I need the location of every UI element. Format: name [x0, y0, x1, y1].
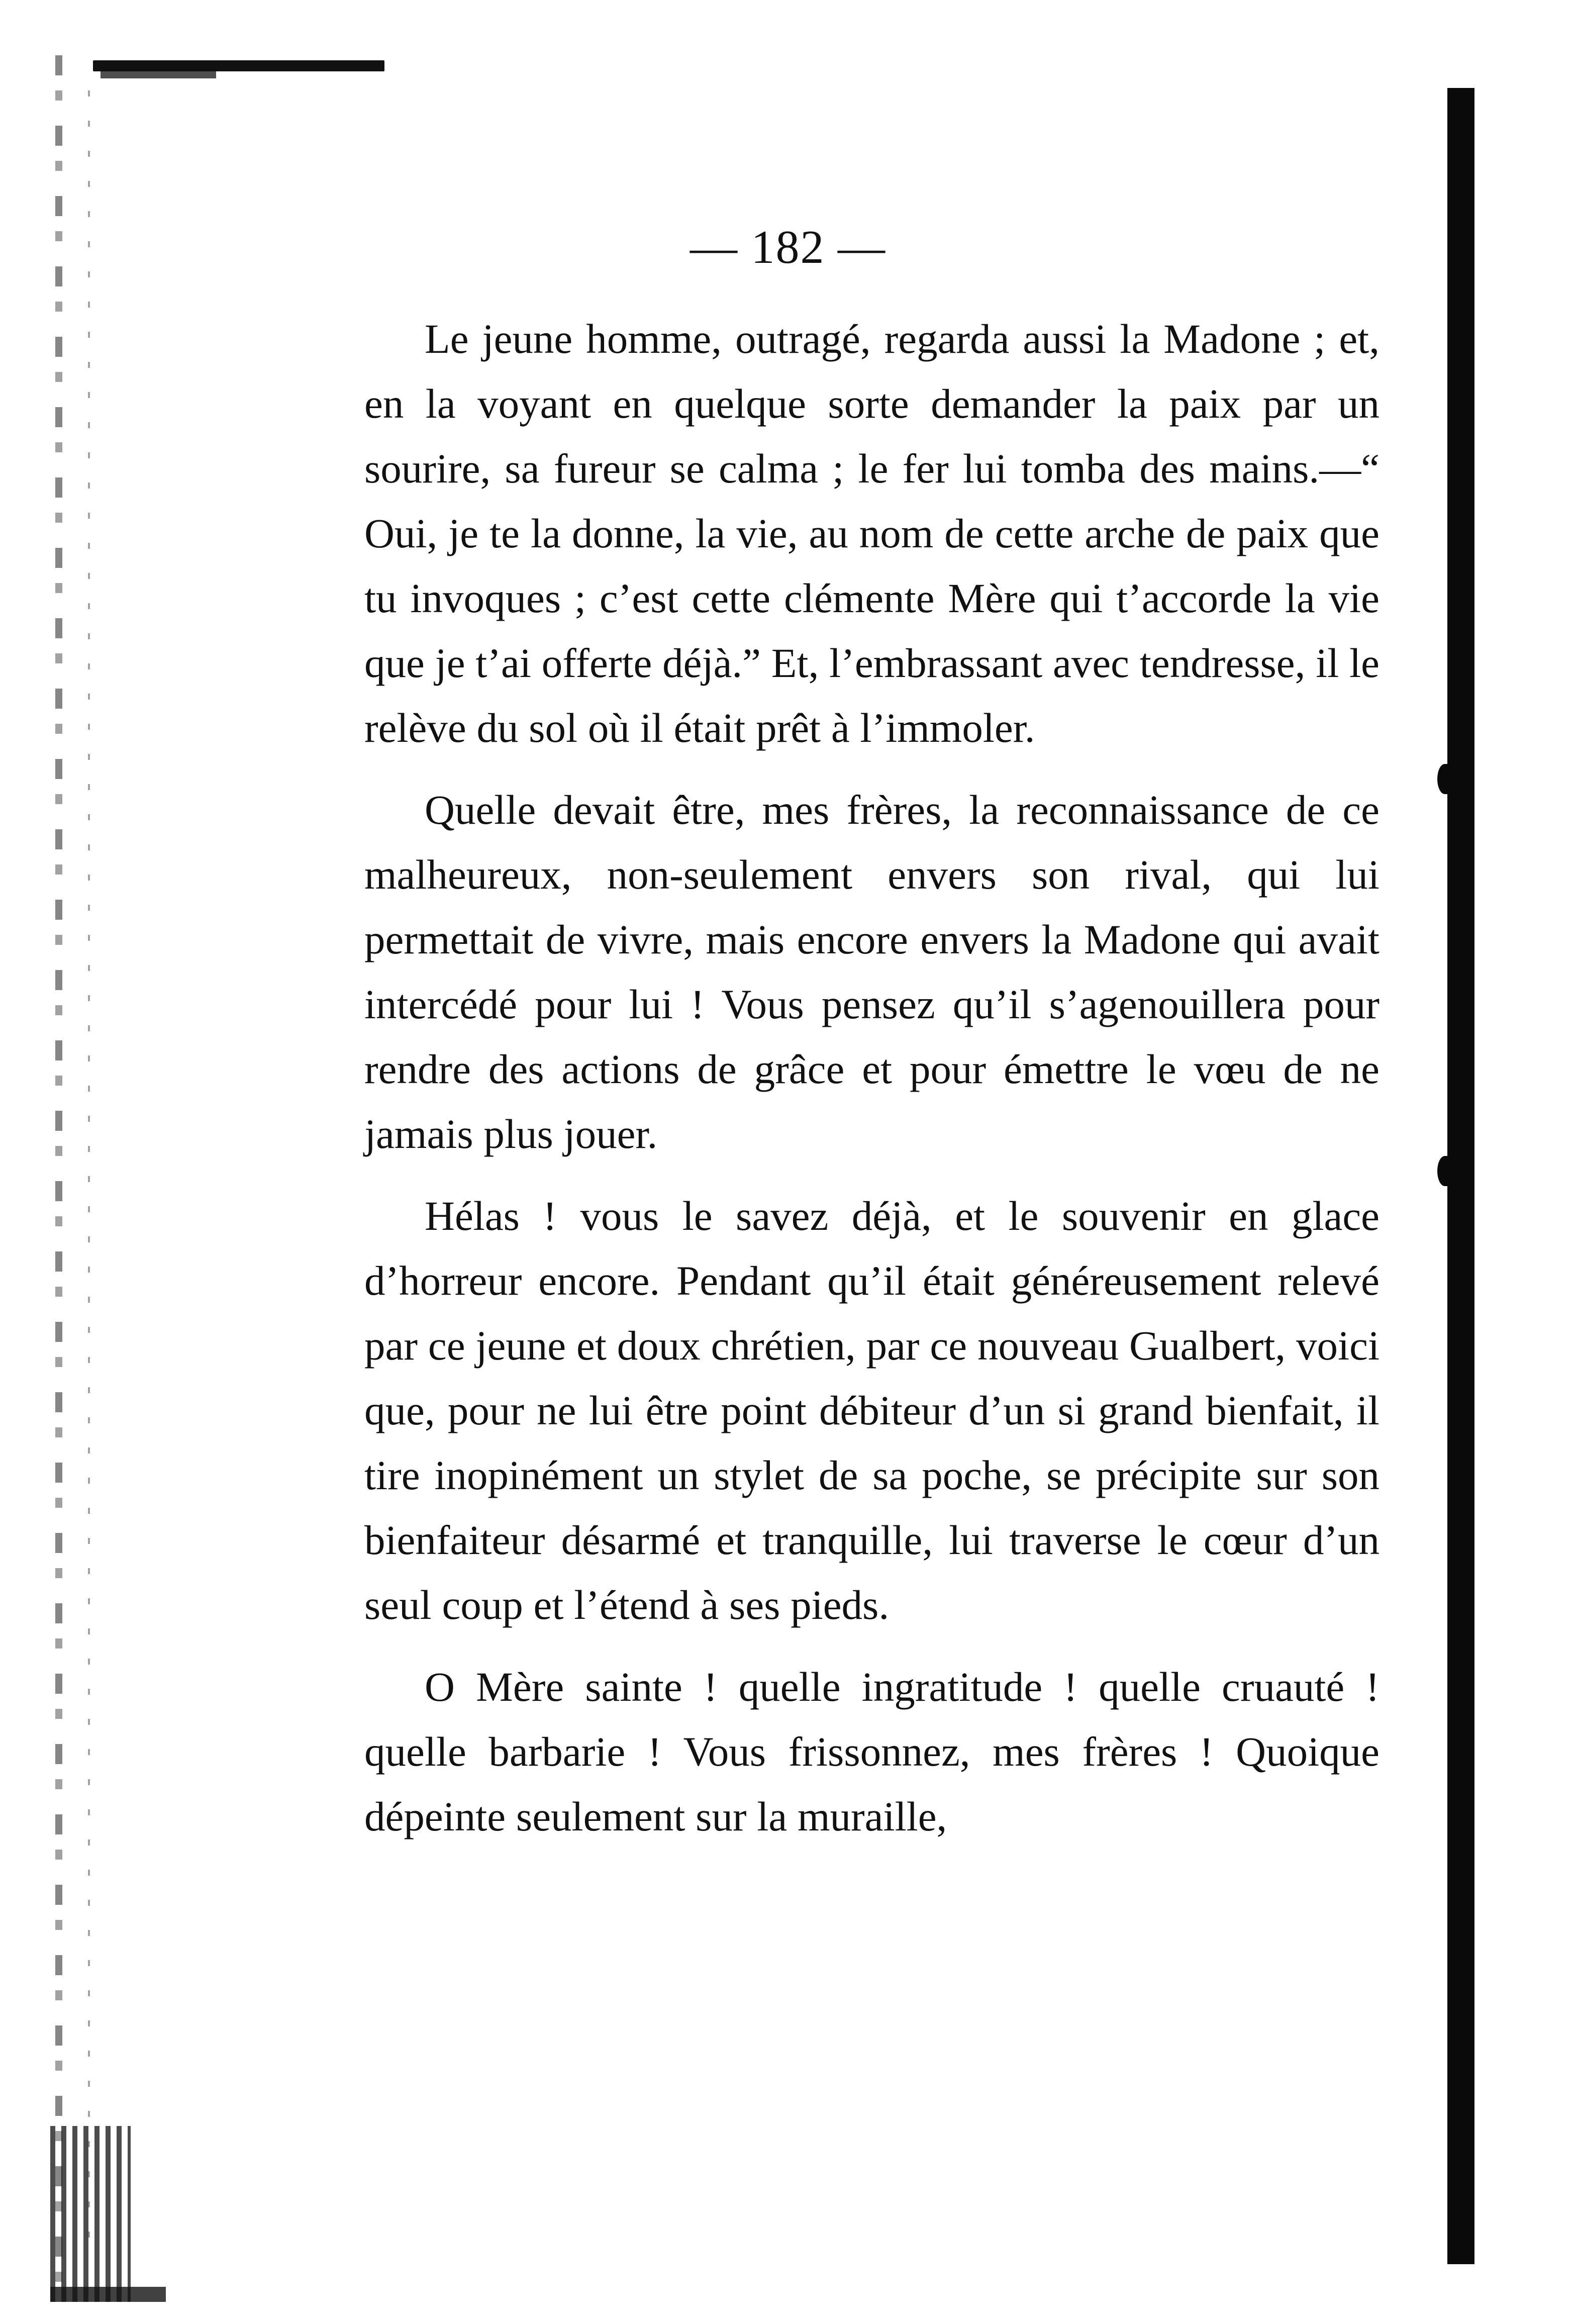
paragraph: Le jeune homme, outragé, regarda aussi la Madone ; et, en la voyant en quelque sorte demander la paix par un sourire, sa fureur se calma ; le fer lui tomba des mains.—“ Oui, je te la donne, la vie, au nom de cette arche de paix que tu invoques ; c’est cette clémente Mère qui t’accorde la vie que je t’ai offerte déjà.” Et, l’embrassant avec tendresse, il le relève du sol où il était prêt à l’immoler.	[364, 316, 1380, 751]
scan-binding-base	[50, 2287, 166, 2302]
paragraph: O Mère sainte ! quelle ingratitude ! quelle cruauté ! quelle barbarie ! Vous frissonnez, mes frères ! Quoique dépeinte seulement sur la muraille,	[364, 1664, 1380, 1839]
scan-edge-line	[88, 90, 90, 2252]
scan-corner-mark-secondary	[101, 71, 216, 78]
body-text	[364, 307, 1380, 1849]
scan-corner-mark	[93, 60, 384, 71]
paragraph: Quelle devait être, mes frères, la reconnaissance de ce malheureux, non-seulement envers son rival, qui lui permettait de vivre, mais encore envers la Madone qui avait intercédé pour lui ! Vous pensez qu’il s’agenouillera pour rendre des actions de grâce et pour émettre le vœu de ne jamais plus jouer.	[364, 787, 1380, 1157]
page-number: — 182 —	[690, 221, 886, 273]
scan-right-notch	[1437, 1156, 1452, 1186]
scan-binding-artifact	[50, 2126, 131, 2302]
paragraph: Hélas ! vous le savez déjà, et le souvenir en glace d’horreur encore. Pendant qu’il était généreusement relevé par ce jeune et doux chrétien, par ce nouveau Gualbert, voici que, pour ne lui être point débiteur d’un si grand bienfait, il tire inopinément un stylet de sa poche, se précipite sur son bienfaiteur désarmé et tranquille, lui traverse le cœur d’un seul coup et l’étend à ses pieds.	[364, 1193, 1380, 1628]
scan-edge-shadow	[55, 55, 62, 2307]
scan-right-notch	[1437, 764, 1452, 794]
